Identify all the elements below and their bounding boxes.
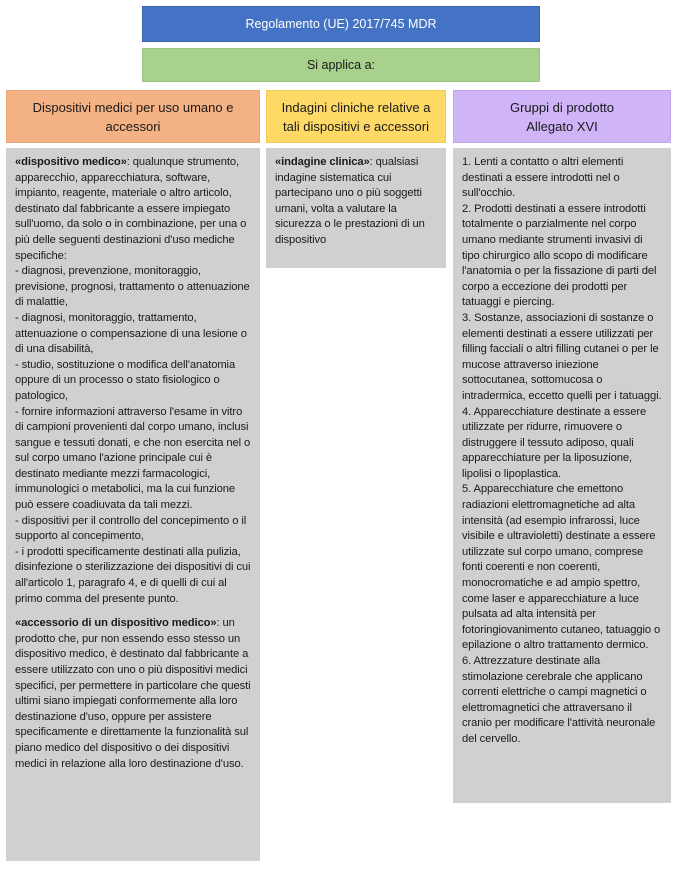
column-body-clinical-investigations	[266, 148, 446, 268]
product-group-item: 4. Apparecchiature destinate a essere utilizzate per ridurre, rimuovere o distruggere il tessuto adiposo, quali apparecchiature per la liposuzione, lipolisi o lipoplastica.	[462, 405, 647, 480]
column-heading-medical-devices	[6, 90, 260, 143]
column-heading-clinical-investigations	[266, 90, 446, 143]
definition-intro: : un prodotto che, pur non essendo esso stesso un dispositivo medico, è destinato dal fabbricante a essere utilizzato con uno o più dispositivi medici specifici, per permettere in particolare che questi ultimi siano impiegati conformemente alla loro destinazione d'uso, oppure per assistere specificamente e direttamente la funzionalità sul piano medico del dispositivo o dei dispositivi medici in relazione alla loro destinazione d'uso.	[15, 617, 251, 770]
definition-intro: : qualunque strumento, apparecchio, apparecchiatura, software, impianto, reagente, materiale o altro articolo, destinato dal fabbricante a essere impiegato sull'uomo, da solo o in combinazione, per una o più delle seguenti destinazioni d'uso mediche specifiche:	[15, 156, 247, 262]
definition-line: - diagnosi, prevenzione, monitoraggio, previsione, prognosi, trattamento o attenuazione di malattie,	[15, 265, 250, 309]
product-group-item: 3. Sostanze, associazioni di sostanze o elementi destinati a essere utilizzati per filling facciali o altri filling cutanei o per le mucose attraverso iniezione sottocutanea, sottomucosa o intradermica, eccetto quelli per i tatuaggi.	[462, 311, 662, 402]
column-body-medical-devices	[6, 148, 260, 861]
definition-intro: : qualsiasi indagine sistematica cui partecipano uno o più soggetti umani, volta a valutare la sicurezza o le prestazioni di un dispositivo	[275, 156, 425, 246]
product-group-item: 2. Prodotti destinati a essere introdotti totalmente o parzialmente nel corpo umano mediante strumenti invasivi di tipo chirurgico allo scopo di modificare l'anatomia o per la fissazione di parti del corpo a eccezione dei prodotti per tatuaggi e piercing.	[462, 202, 657, 309]
applies-to-label: Si applica a:	[306, 58, 376, 72]
column-body-product-groups	[453, 148, 671, 803]
term-accessory: «accessorio di un dispositivo medico»	[15, 617, 217, 630]
definition-line: - i prodotti specificamente destinati alla pulizia, disinfezione o sterilizzazione dei dispositivi di cui all'articolo 1, paragrafo 4, e di quelli di cui al primo comma del presente punto.	[15, 545, 251, 605]
term-medical-device: «dispositivo medico»	[15, 156, 127, 168]
definition-line: - diagnosi, monitoraggio, trattamento, attenuazione o compensazione di una lesione o di una disabilità,	[15, 311, 247, 356]
column-heading-product-groups	[453, 90, 671, 143]
applies-to-box	[142, 48, 540, 82]
definition-line: - dispositivi per il controllo del concepimento o il supporto al concepimento,	[15, 514, 247, 543]
heading-line: Gruppi di prodotto	[509, 99, 615, 115]
definition-accessory	[15, 616, 252, 772]
column-heading-text: Dispositivi medici per uso umano e accessori	[32, 99, 234, 134]
product-group-item: 1. Lenti a contatto o altri elementi destinati a essere introdotti nel o sull'occhio.	[462, 156, 624, 200]
heading-line: Allegato XVI	[526, 118, 598, 134]
column-heading-text	[510, 98, 614, 136]
product-group-item: 6. Attrezzature destinate alla stimolazione cerebrale che applicano correnti elettriche o campi magnetici o elettromagnetici che attraversano il cranio per modificare l'attività neuronale del cervello.	[462, 655, 656, 745]
regulation-title-box	[142, 6, 540, 42]
definition-medical-device	[15, 155, 252, 607]
term-clinical-investigation: «indagine clinica»	[275, 156, 370, 168]
definition-clinical-investigation	[275, 155, 438, 249]
column-heading-text: Indagini cliniche relative a tali dispositivi e accessori	[281, 99, 431, 134]
product-group-item: 5. Apparecchiature che emettono radiazioni elettromagnetiche ad alta intensità (ad esempio infrarossi, luce visibile e ultravioletti) destinate a essere utilizzate sul corpo umano, comprese fonti coerenti e non coerenti, monocromatiche e ad ampio spettro, come laser e apparecchiature a luce pulsata ad alta intensità per fotoringiovanimento cutaneo, tatuaggio o epilazione o altro trattamento dermico.	[462, 483, 661, 652]
definition-line: - studio, sostituzione o modifica dell'anatomia oppure di un processo o stato fisiologico o patologico,	[15, 358, 236, 402]
definition-line: - fornire informazioni attraverso l'esame in vitro di campioni provenienti dal corpo umano, inclusi sangue e tessuti donati, e che non esercita nel o sul corpo umano l'azione principale cui è destinato mediante mezzi farmacologici, immunologici o metabolici, ma la cui funzione può essere coadiuvata da tali mezzi.	[15, 405, 251, 512]
regulation-title: Regolamento (UE) 2017/745 MDR	[245, 17, 437, 31]
